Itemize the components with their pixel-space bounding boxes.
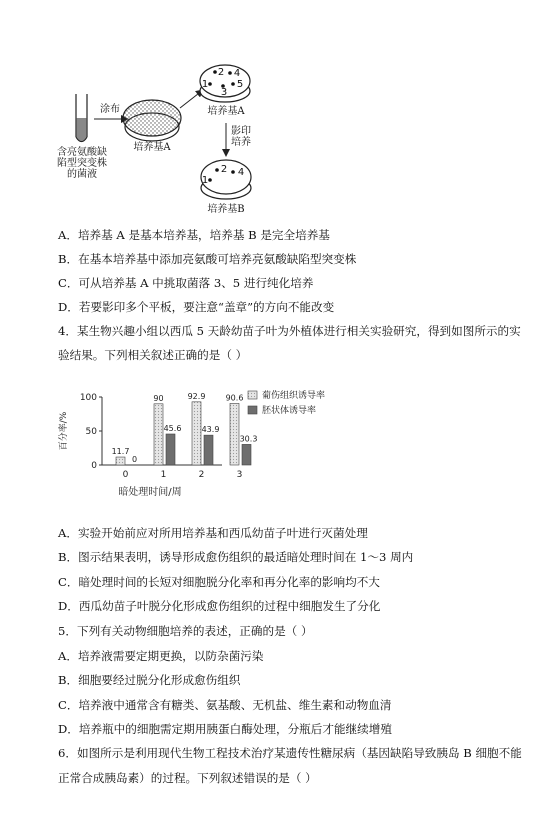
q5-option-d: D．培养瓶中的细胞需定期用胰蛋白酶处理，分瓶后才能继续增殖	[58, 722, 392, 736]
x-tick-label: 2	[198, 470, 205, 480]
arrow1-label: 涂布	[100, 104, 120, 115]
tube-label-line: 的菌液	[67, 169, 97, 180]
colony-label: 2	[217, 67, 225, 78]
bar-callus	[154, 404, 163, 465]
q4-option-b: B．图示结果表明，诱导形成愈伤组织的最适暗处理时间在 1～3 周内	[58, 550, 414, 564]
bar-embryoid	[204, 435, 213, 465]
q4-stem-line1: 4．某生物兴趣小组以西瓜 5 天龄幼苗子叶为外植体进行相关实验研究，得到如图所示的实	[58, 324, 521, 338]
legend-swatch	[248, 406, 257, 414]
culture-diagram-graphic	[0, 0, 556, 225]
data-label: 43.9	[201, 425, 220, 435]
colony-label: 1	[201, 79, 209, 90]
q5-option-c: C．培养液中通常含有糖类、氨基酸、无机盐、维生素和动物血清	[58, 698, 392, 712]
q4-option-d: D．西瓜幼苗子叶脱分化形成愈伤组织的过程中细胞发生了分化	[58, 599, 381, 613]
data-label: 90.6	[225, 393, 244, 403]
x-tick-label: 3	[236, 470, 243, 480]
colony-label: 5	[236, 79, 244, 90]
culture-diagram	[0, 0, 556, 225]
replica-label-line: 培养	[231, 137, 251, 148]
data-label: 11.7	[111, 447, 130, 457]
q4-option-c: C．暗处理时间的长短对细胞脱分化率和再分化率的影响均不大	[58, 575, 380, 589]
bar-chart-svg	[52, 386, 372, 516]
tube-label-line: 陷型突变株	[57, 158, 107, 169]
data-label: 90	[153, 393, 164, 403]
colony-label: 4	[237, 167, 245, 178]
bar-callus	[116, 457, 125, 465]
test-tube-icon	[76, 94, 87, 142]
y-tick-label: 50	[85, 427, 97, 437]
bar-callus	[230, 403, 239, 465]
colony-label: 4	[233, 68, 241, 79]
q6-stem-line1: 6．如图所示是利用现代生物工程技术治疗某遗传性糖尿病（基因缺陷导致胰岛 B 细胞不能	[58, 746, 522, 760]
q5-option-b: B．细胞要经过脱分化形成愈伤组织	[58, 673, 241, 687]
data-label: 92.9	[187, 391, 206, 401]
legend-label: 葡伤组织诱导率	[262, 391, 326, 401]
dish1-label: 培养基A	[133, 142, 171, 153]
q5-stem: 5．下列有关动物细胞培养的表述，正确的是（ ）	[58, 624, 313, 638]
colony-label: 3	[220, 87, 228, 98]
x-tick-label: 1	[160, 470, 167, 480]
dish-b-label: 培养基B	[207, 204, 245, 215]
colony-label: 1	[201, 175, 209, 186]
bar-chart	[52, 386, 372, 516]
legend-swatch	[248, 391, 257, 399]
dish-1-icon	[123, 100, 181, 141]
y-axis-label: 百分率/%	[59, 411, 69, 451]
bar-callus	[192, 402, 201, 465]
data-label: 30.3	[239, 434, 258, 444]
q3-option-a: A．培养基 A 是基本培养基，培养基 B 是完全培养基	[58, 228, 330, 242]
q4-option-a: A．实验开始前应对所用培养基和西瓜幼苗子叶进行灭菌处理	[58, 526, 368, 540]
x-axis-label: 暗处理时间/周	[118, 487, 182, 498]
q3-option-c: C．可从培养基 A 中挑取菌落 3、5 进行纯化培养	[58, 276, 314, 290]
legend-label: 胚状体诱导率	[262, 406, 317, 416]
data-label: 0	[131, 455, 138, 464]
q5-option-a: A．培养液需要定期更换，以防杂菌污染	[58, 649, 264, 663]
replica-label-line: 影印	[231, 126, 251, 137]
tube-label	[48, 147, 116, 180]
dish-a-label: 培养基A	[207, 106, 245, 117]
q3-option-d: D．若要影印多个平板，要注意“盖章”的方向不能改变	[58, 300, 335, 314]
bar-embryoid	[166, 434, 175, 465]
replica-label	[229, 126, 253, 148]
q6-stem-line2: 正常合成胰岛素）的过程。下列叙述错误的是（ ）	[58, 771, 317, 785]
y-tick-label: 0	[91, 461, 97, 471]
q4-stem-line2: 验结果。下列相关叙述正确的是（ ）	[58, 348, 248, 362]
tube-label-line: 含亮氨酸缺	[57, 147, 107, 158]
y-tick-label: 100	[79, 393, 97, 403]
colony-label: 2	[220, 164, 228, 175]
x-tick-label: 0	[122, 470, 129, 480]
data-label: 45.6	[163, 423, 182, 433]
q3-option-b: B．在基本培养基中添加亮氨酸可培养亮氨酸缺陷型突变株	[58, 252, 357, 266]
bar-embryoid	[242, 444, 251, 465]
